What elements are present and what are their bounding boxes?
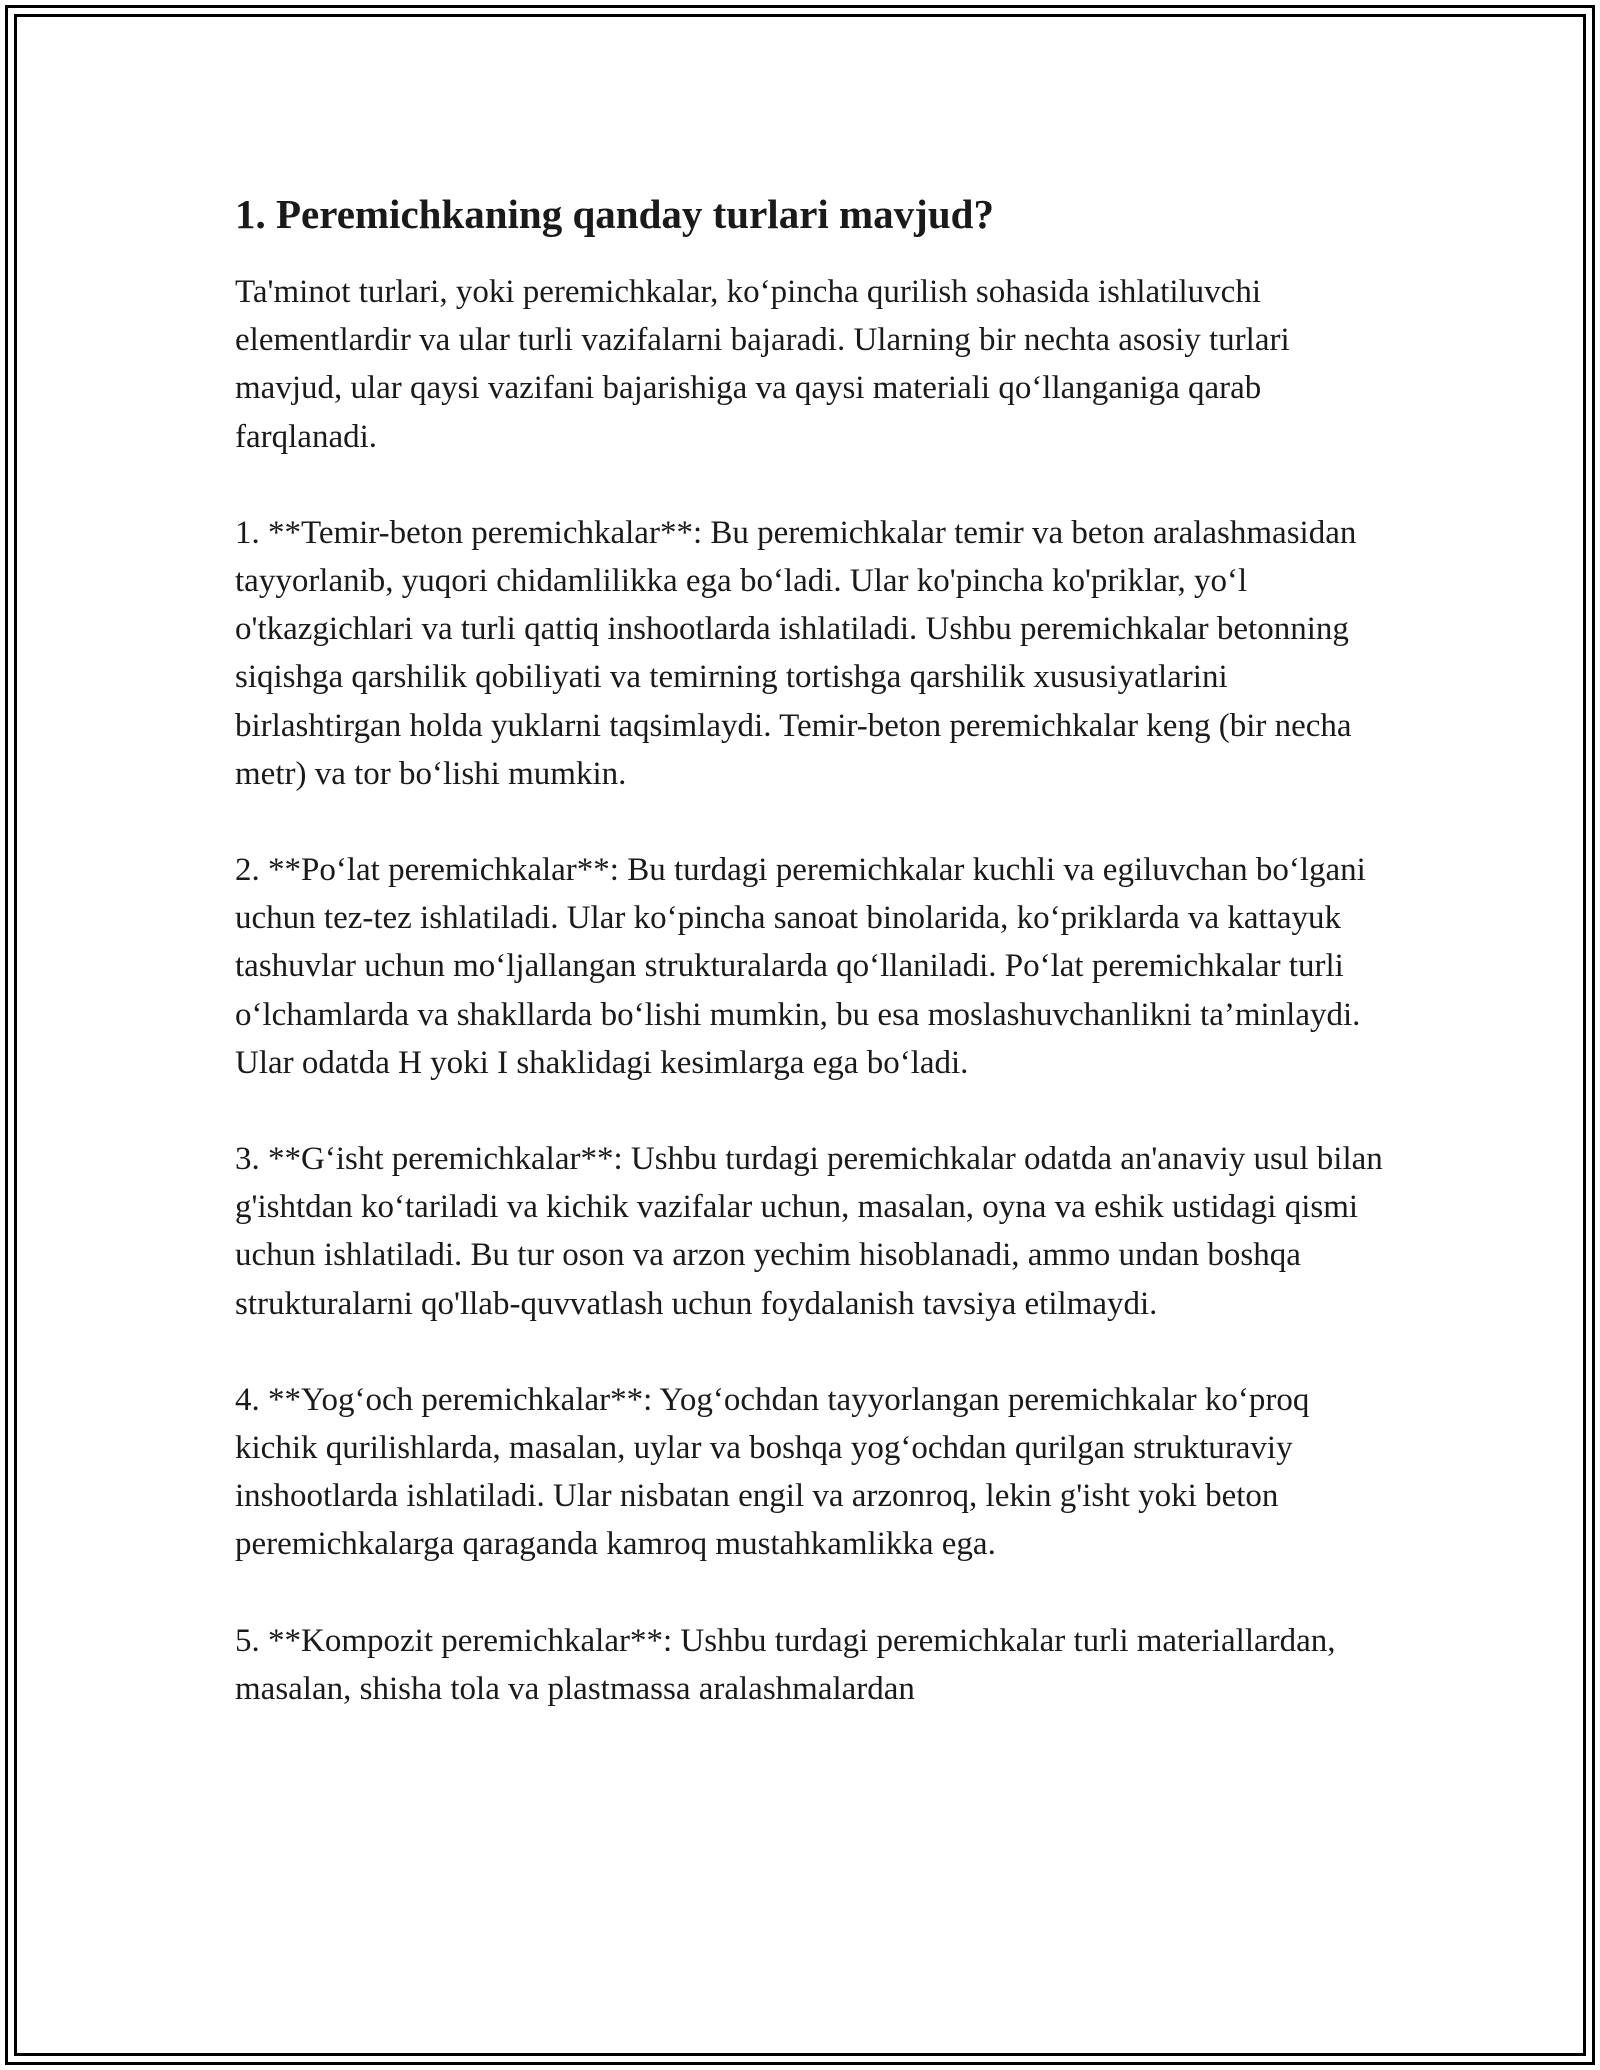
list-item-steel: 2. **Po‘lat peremichkalar**: Bu turdagi peremichkalar kuchli va egiluvchan bo‘lgani uchun tez-tez ishlatiladi. Ular ko‘pincha sanoat binolarida, ko‘priklarda va kattayuk tashuvlar uchun mo‘ljallangan strukturalarda qo‘llaniladi. Po‘lat peremichkalar turli o‘lchamlarda va shakllarda bo‘lishi mumkin, bu esa moslashuvchanlikni ta’minlaydi. Ular odatda H yoki I shaklidagi kesimlarga ega bo‘ladi. xyxy=(235,852,1366,1081)
document-title: 1. Peremichkaning qanday turlari mavjud? xyxy=(235,191,994,237)
list-item-wood: 4. **Yog‘och peremichkalar**: Yog‘ochdan tayyorlangan peremichkalar ko‘proq kichik qurilishlarda, masalan, uylar va boshqa yog‘ochdan qurilgan strukturaviy inshootlarda ishlatiladi. Ular nisbatan engil va arzonroq, lekin g'isht yoki beton peremichkalarga qaraganda kamroq mustahkamlikka ega. xyxy=(235,1381,1310,1563)
list-item-reinforced-concrete: 1. **Temir-beton peremichkalar**: Bu peremichkalar temir va beton aralashmasidan tayyorlanib, yuqori chidamlilikka ega bo‘ladi. Ular ko'pincha ko'priklar, yo‘l o'tkazgichlari va turli qattiq inshootlarda ishlatiladi. Ushbu peremichkalar betonning siqishga qarshilik qobiliyati va temirning tortishga qarshilik xususiyatlarini birlashtirgan holda yuklarni taqsimlaydi. Temir-beton peremichkalar keng (bir necha metr) va tor bo‘lishi mumkin. xyxy=(235,514,1357,792)
document-body xyxy=(235,186,1395,1713)
list-item-composite: 5. **Kompozit peremichkalar**: Ushbu turdagi peremichkalar turli materiallardan, masalan, shisha tola va plastmassa aralashmalardan xyxy=(235,1622,1336,1707)
intro-paragraph: Ta'minot turlari, yoki peremichkalar, ko‘pincha qurilish sohasida ishlatiluvchi elementlardir va ular turli vazifalarni bajaradi. Ularning bir nechta asosiy turlari mavjud, ular qaysi vazifani bajarishiga va qaysi materiali qo‘llanganiga qarab farqlanadi. xyxy=(235,274,1290,455)
list-item-brick: 3. **G‘isht peremichkalar**: Ushbu turdagi peremichkalar odatda an'anaviy usul bilan g'ishtdan ko‘tariladi va kichik vazifalar uchun, masalan, oyna va eshik ustidagi qismi uchun ishlatiladi. Bu tur oson va arzon yechim hisoblanadi, ammo undan boshqa strukturalarni qo'llab-quvvatlash uchun foydalanish tavsiya etilmaydi. xyxy=(235,1141,1383,1322)
